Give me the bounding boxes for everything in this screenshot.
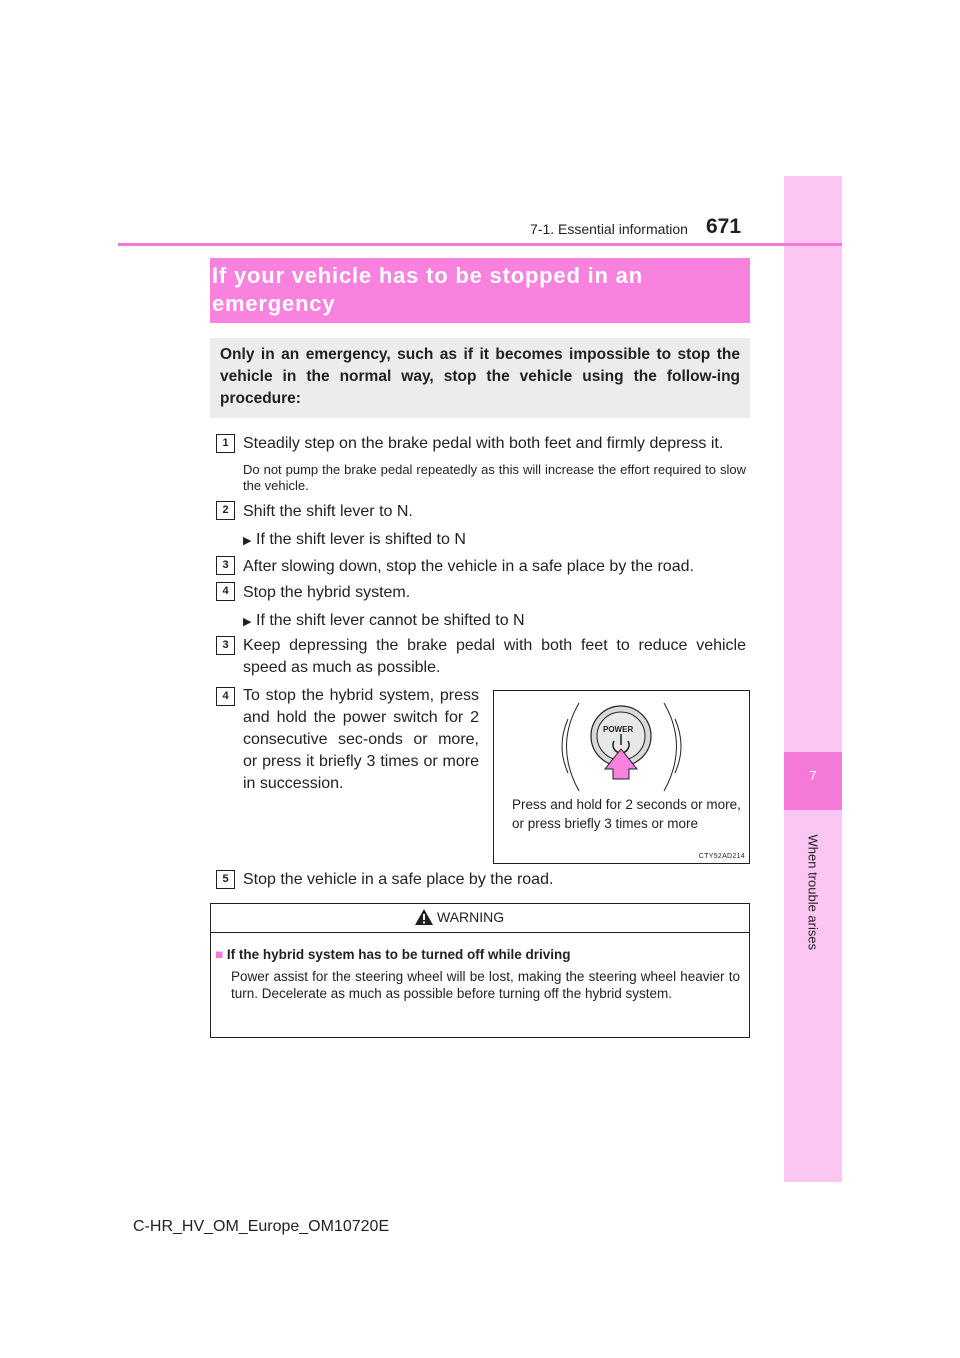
figure-caption: Press and hold for 2 seconds or more, or press briefly 3 times or more — [512, 797, 741, 831]
step-text: Stop the hybrid system. — [243, 584, 411, 601]
condition-heading — [243, 610, 525, 633]
warning-header — [211, 904, 749, 933]
warning-body: Power assist for the steering wheel will be lost, making the steering wheel heavier to turn. Decelerate as much as possible before turning off the hybrid system. — [231, 969, 740, 1001]
warning-triangle-icon — [415, 909, 433, 925]
page-number: 671 — [706, 215, 742, 238]
page-title-box — [210, 258, 750, 323]
triangle-bullet-icon: ▶ — [243, 616, 252, 628]
warning-heading: WARNING — [437, 909, 505, 925]
intro-text: Only in an emergency, such as if it becomes impossible to stop the vehicle in the normal way, stop the vehicle using the follow-ing procedure: — [220, 346, 740, 407]
figure-code: CTY52AD214 — [698, 853, 745, 860]
step-text: Stop the vehicle in a safe place by the road. — [243, 871, 554, 888]
step-number: 3 — [216, 636, 235, 655]
step-number: 2 — [216, 501, 235, 520]
page-title-line-2: emergency — [212, 291, 336, 316]
step-number: 4 — [216, 582, 235, 601]
condition-heading — [243, 529, 466, 552]
step-text: After slowing down, stop the vehicle in a safe place by the road. — [243, 558, 694, 575]
power-switch-figure — [493, 690, 750, 864]
chapter-number-tab — [784, 752, 842, 810]
document-footer: C-HR_HV_OM_Europe_OM10720E — [133, 1218, 390, 1235]
warning-box — [210, 903, 750, 1038]
step-number: 3 — [216, 556, 235, 575]
warning-title — [215, 947, 570, 962]
condition-text: If the shift lever is shifted to N — [256, 531, 466, 548]
condition-text: If the shift lever cannot be shifted to N — [256, 612, 525, 629]
step-text: Keep depressing the brake pedal with both feet to reduce vehicle speed as much as possible. — [243, 637, 746, 676]
header-rule — [118, 243, 842, 246]
step-number: 1 — [216, 434, 235, 453]
step-number: 5 — [216, 870, 235, 889]
chapter-number: 7 — [809, 768, 817, 783]
step-text: To stop the hybrid system, press and hold the power switch for 2 consecutive sec-onds or more, or press it briefly 3 times or more in succession. — [243, 687, 479, 792]
warning-title-text: If the hybrid system has to be turned off while driving — [226, 947, 571, 962]
step-text: Steadily step on the brake pedal with both feet and firmly depress it. — [243, 435, 724, 452]
power-button-label: POWER — [603, 725, 634, 734]
section-title: 7-1. Essential information — [530, 221, 688, 237]
chapter-label: When trouble arises — [805, 834, 821, 951]
step-number: 4 — [216, 687, 235, 706]
intro-box — [210, 338, 750, 418]
power-button-illustration — [494, 691, 749, 811]
triangle-bullet-icon: ▶ — [243, 535, 252, 547]
chapter-side-tab — [784, 176, 842, 1182]
page-title — [212, 262, 643, 318]
step-text: Shift the shift lever to N. — [243, 503, 413, 520]
page-title-line-1: If your vehicle has to be stopped in an — [212, 263, 643, 288]
square-bullet-icon: ■ — [215, 947, 224, 962]
step-note: Do not pump the brake pedal repeatedly as this will increase the effort required to slow the vehicle. — [243, 462, 746, 493]
